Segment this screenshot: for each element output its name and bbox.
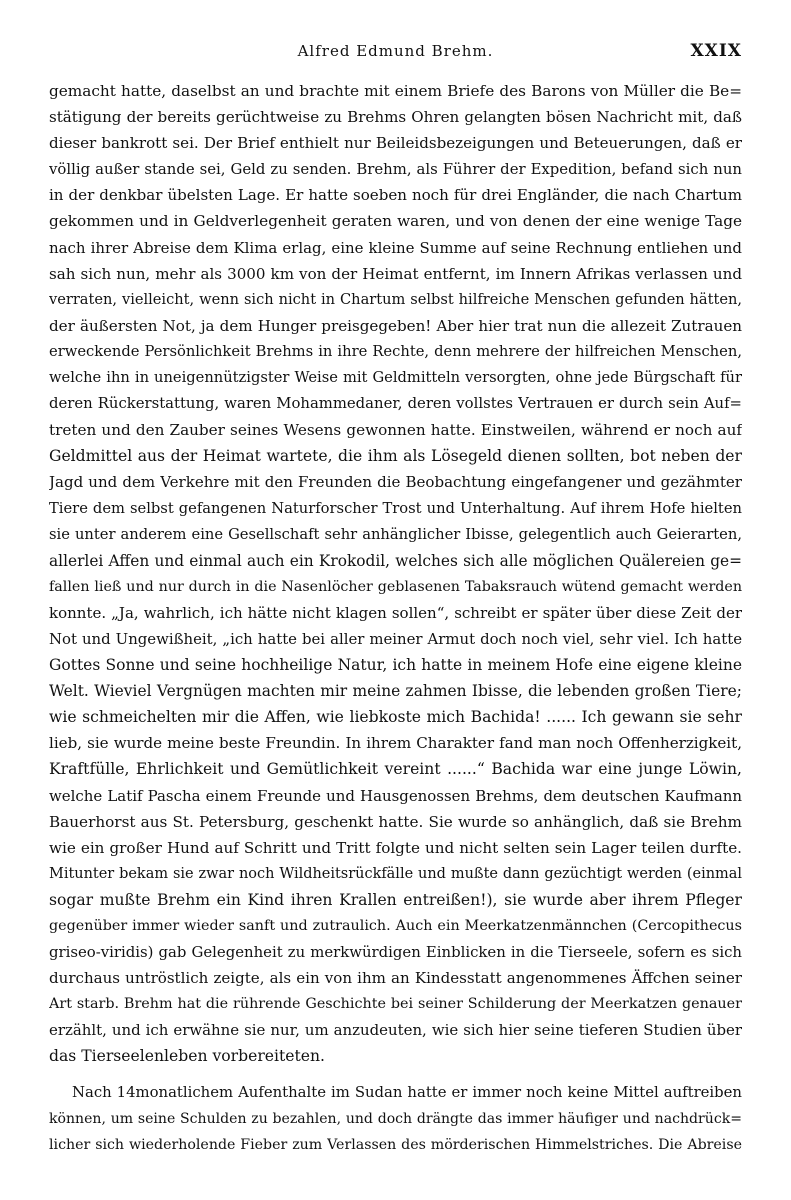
text-line: Nach 14monatlichem Aufenthalte im Sudan hatte er immer noch keine Mittel auftreiben <box>72 1083 742 1101</box>
text-line: stätigung der bereits gerüchtweise zu Brehms Ohren gelangten bösen Nachricht mit, daß <box>49 108 742 127</box>
text-line: fallen ließ und nur durch in die Nasenlöcher geblasenen Tabaksrauch wütend gemacht werden <box>49 578 742 595</box>
text-line: verraten, vielleicht, wenn sich nicht in Chartum selbst hilfreiche Menschen gefunden hätten, <box>49 290 742 308</box>
text-line: nach ihrer Abreise dem Klima erlag, eine kleine Summe auf seine Rechnung entliehen und <box>49 238 742 257</box>
text-line: Jagd und dem Verkehre mit den Freunden die Beobachtung eingefangener und gezähmter <box>49 473 742 492</box>
text-line: gegenüber immer wieder sanft und zutraulich. Auch ein Meerkatzenmännchen (Cercopithecus <box>49 918 742 934</box>
text-line: erweckende Persönlichkeit Brehms in ihre Rechte, denn mehrere der hilfreichen Menschen, <box>49 342 742 360</box>
text-line: Art starb. Brehm hat die rührende Geschichte bei seiner Schilderung der Meerkatzen genauer <box>49 996 742 1013</box>
text-line: gekommen und in Geldverlegenheit geraten waren, und von denen der eine wenige Tage <box>49 212 742 231</box>
text-line: erzählt, und ich erwähne sie nur, um anzudeuten, wie sich hier seine tieferen Studien über <box>49 1021 742 1040</box>
body-text <box>49 78 742 1158</box>
text-line: können, um seine Schulden zu bezahlen, und doch drängte das immer häufiger und nachdrück= <box>49 1110 742 1127</box>
page-number: XXIX <box>690 41 742 61</box>
paragraph-2 <box>49 1080 742 1158</box>
text-line: dieser bankrott sei. Der Brief enthielt nur Beileidsbezeigungen und Beteuerungen, daß er <box>49 134 742 153</box>
running-head <box>49 42 742 68</box>
text-line: deren Rückerstattung, waren Mohammedaner, deren vollstes Vertrauen er durch sein Auf= <box>49 395 742 413</box>
text-line: Bauerhorst aus St. Petersburg, geschenkt hatte. Sie wurde so anhänglich, daß sie Brehm <box>49 812 742 831</box>
running-title: Alfred Edmund Brehm. <box>297 42 494 60</box>
text-line: Not und Ungewißheit, „ich hatte bei aller meiner Armut doch noch viel, sehr viel. Ich hatte <box>49 629 742 648</box>
text-line: Geldmittel aus der Heimat wartete, die ihm als Lösegeld dienen sollten, bot neben der <box>49 447 742 466</box>
text-line: gemacht hatte, daselbst an und brachte mit einem Briefe des Barons von Müller die Be= <box>49 82 742 100</box>
text-line: sogar mußte Brehm ein Kind ihren Krallen entreißen!), sie wurde aber ihrem Pfleger <box>49 890 742 909</box>
text-line: durchaus untröstlich zeigte, als ein von ihm an Kindesstatt angenommenes Äffchen seiner <box>49 969 742 988</box>
text-line: lieb, sie wurde meine beste Freundin. In ihrem Charakter fand man noch Offenherzigkeit, <box>49 734 742 753</box>
text-line: licher sich wiederholende Fieber zum Verlassen des mörderischen Himmelstriches. Die Abreise <box>49 1136 742 1153</box>
text-line: allerlei Affen und einmal auch ein Krokodil, welches sich alle möglichen Quälereien ge= <box>49 551 742 570</box>
text-line: völlig außer stande sei, Geld zu senden. Brehm, als Führer der Expedition, befand sich nun <box>49 160 742 179</box>
text-line: welche Latif Pascha einem Freunde und Hausgenossen Brehms, dem deutschen Kaufmann <box>49 786 742 805</box>
text-line: wie schmeichelten mir die Affen, wie liebkoste mich Bachida! ...... Ich gewann sie sehr <box>49 708 742 727</box>
text-line: konnte. „Ja, wahrlich, ich hätte nicht klagen sollen“, schreibt er später über diese Zeit der <box>49 603 742 622</box>
text-line: wie ein großer Hund auf Schritt und Tritt folgte und nicht selten sein Lager teilen durfte. <box>49 838 742 857</box>
text-line: Gottes Sonne und seine hochheilige Natur, ich hatte in meinem Hofe eine eigene kleine <box>49 656 742 675</box>
text-line: griseo-viridis) gab Gelegenheit zu merkwürdigen Einblicken in die Tierseele, sofern es sich <box>49 943 742 962</box>
text-line: sie unter anderem eine Gesellschaft sehr anhänglicher Ibisse, gelegentlich auch Geierarten, <box>49 525 742 543</box>
text-line: der äußersten Not, ja dem Hunger preisgegeben! Aber hier trat nun die allezeit Zutrauen <box>49 316 742 335</box>
text-line: das Tierseelenleben vorbereiteten. <box>49 1047 325 1066</box>
text-line: sah sich nun, mehr als 3000 km von der Heimat entfernt, im Innern Afrikas verlassen und <box>49 264 742 283</box>
text-line: Welt. Wieviel Vergnügen machten mir meine zahmen Ibisse, die lebenden großen Tiere; <box>49 682 742 701</box>
paragraph-gap <box>49 1070 742 1080</box>
text-line: Tiere dem selbst gefangenen Naturforscher Trost und Unterhaltung. Auf ihrem Hofe hielten <box>49 499 742 517</box>
text-line: Mitunter bekam sie zwar noch Wildheitsrückfälle und mußte dann gezüchtigt werden (einmal <box>49 865 742 882</box>
text-line: treten und den Zauber seines Wesens gewonnen hatte. Einstweilen, während er noch auf <box>49 421 742 440</box>
paragraph-1 <box>49 78 742 1070</box>
text-line: in der denkbar übelsten Lage. Er hatte soeben noch für drei Engländer, die nach Chartum <box>49 186 742 205</box>
text-line: welche ihn in uneigennützigster Weise mit Geldmitteln versorgten, ohne jede Bürgschaft für <box>49 369 742 387</box>
text-line: Kraftfülle, Ehrlichkeit und Gemütlichkeit vereint ......“ Bachida war eine junge Löwin, <box>49 760 742 779</box>
